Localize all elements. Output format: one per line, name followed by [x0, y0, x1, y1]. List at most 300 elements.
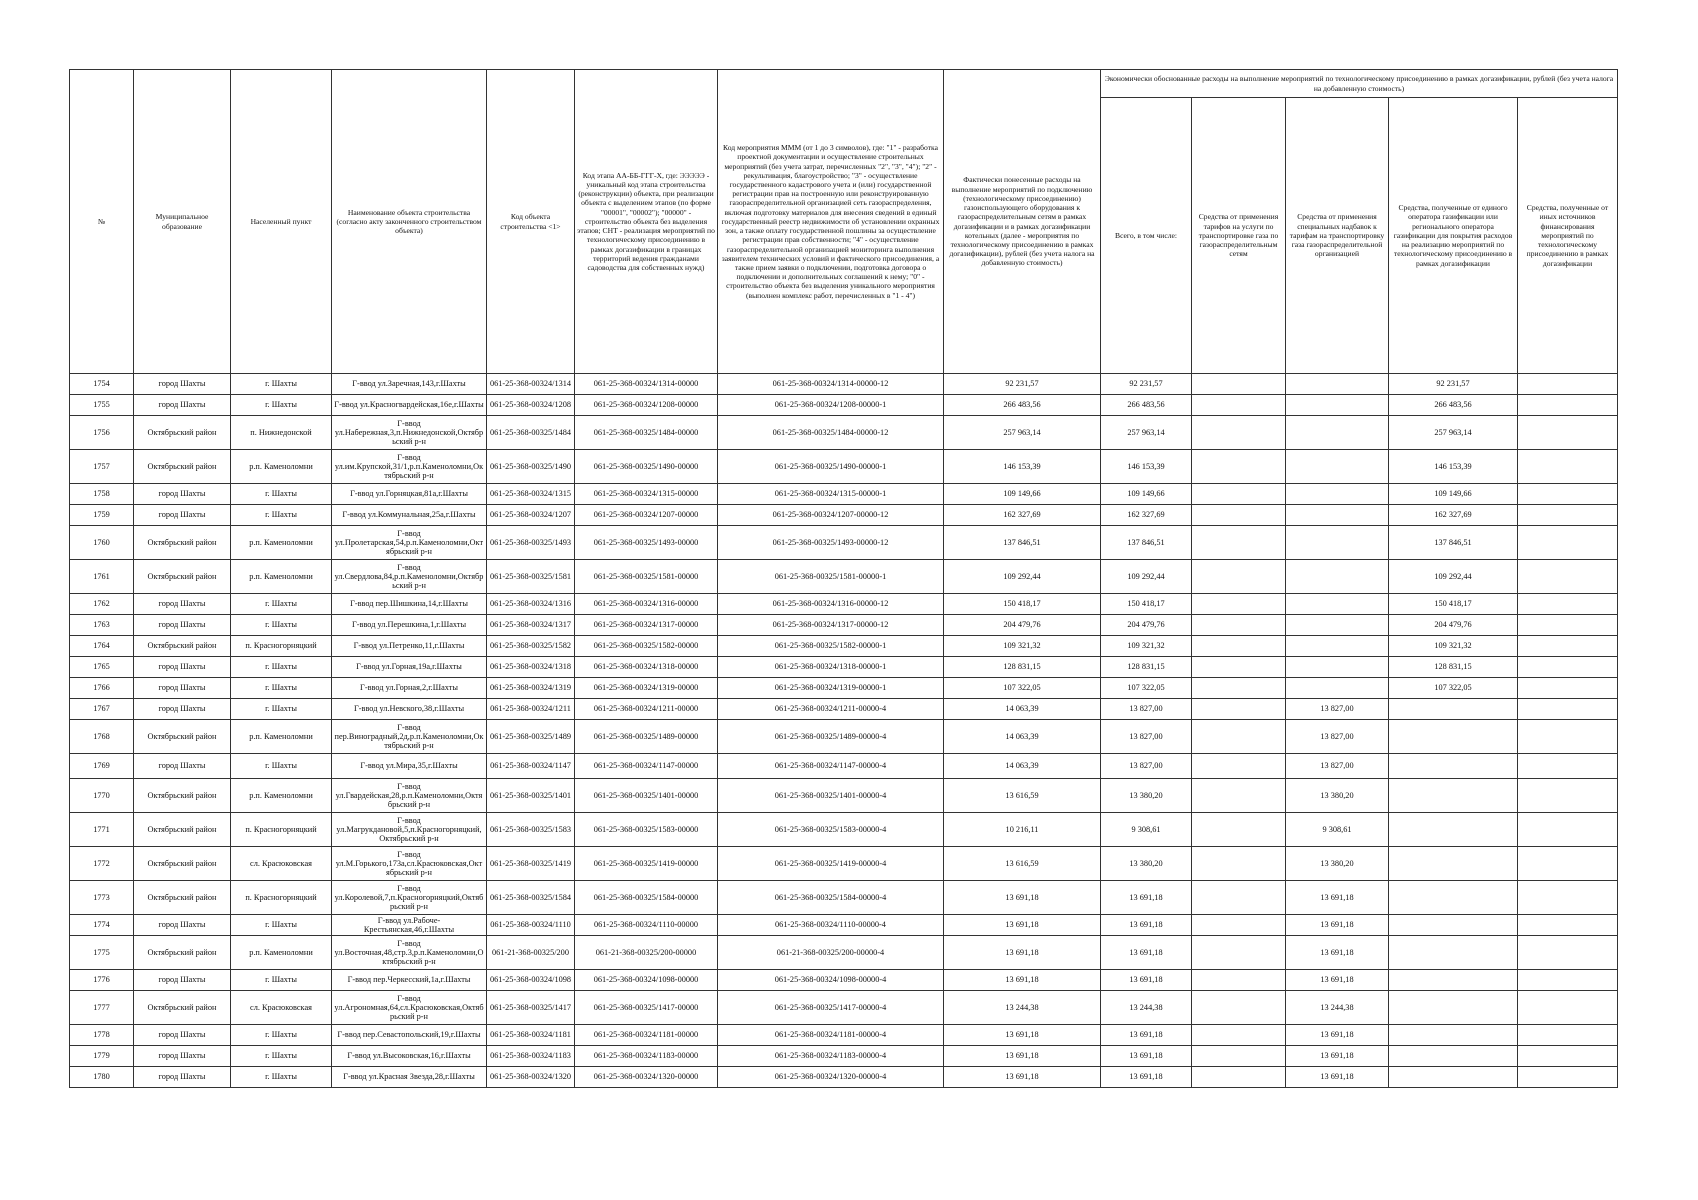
cell-municipality: город Шахты — [134, 615, 231, 636]
cell-object-name: Г-ввод ул.Гвардейская,28,р.п.Каменоломни,Октябрьский р-н — [332, 779, 487, 813]
cell-surcharge-funds: 13 827,00 — [1286, 720, 1389, 754]
cell-municipality: Октябрьский район — [134, 813, 231, 847]
cell-stage-code: 061-25-368-00324/1211-00000 — [575, 699, 718, 720]
cell-object-name: Г-ввод ул.Восточная,48,стр.3,р.п.Каменоломни,Октябрьский р-н — [332, 936, 487, 970]
cell-event-code: 061-21-368-00325/200-00000-4 — [718, 936, 944, 970]
cell-object-code: 061-25-368-00324/1207 — [487, 505, 575, 526]
cell-object-name: Г-ввод ул.Королевой,7,п.Красногорняцкий,Октябрьский р-н — [332, 881, 487, 915]
cell-total: 13 691,18 — [1101, 1046, 1192, 1067]
cell-event-code: 061-25-368-00324/1319-00000-1 — [718, 678, 944, 699]
cell-object-code: 061-25-368-00324/1211 — [487, 699, 575, 720]
cell-other-funds — [1518, 970, 1618, 991]
cell-stage-code: 061-25-368-00324/1314-00000 — [575, 374, 718, 395]
cell-surcharge-funds: 13 380,20 — [1286, 847, 1389, 881]
cell-municipality: город Шахты — [134, 915, 231, 936]
cell-regional-operator-funds: 150 418,17 — [1389, 594, 1518, 615]
header-other-funds: Средства, полученные от иных источников финансирования мероприятий по технологическому присоединению в рамках догазификации — [1518, 98, 1618, 374]
cell-tariff-funds — [1192, 678, 1286, 699]
header-justified-costs-group: Экономически обоснованные расходы на выполнение мероприятий по технологическому присоединению в рамках догазификации, рублей (без учета налога на добавленную стоимость) — [1101, 70, 1618, 98]
cell-actual-costs: 92 231,57 — [944, 374, 1101, 395]
cell-actual-costs: 14 063,39 — [944, 754, 1101, 779]
document-sheet — [69, 69, 1617, 1088]
table-row — [70, 615, 1618, 636]
table-row — [70, 813, 1618, 847]
cell-object-name: Г-ввод пер.Шишкина,14,г.Шахты — [332, 594, 487, 615]
cell-object-name: Г-ввод ул.Горная,19а,г.Шахты — [332, 657, 487, 678]
cell-regional-operator-funds — [1389, 991, 1518, 1025]
cell-actual-costs: 14 063,39 — [944, 720, 1101, 754]
cell-other-funds — [1518, 450, 1618, 484]
cell-regional-operator-funds — [1389, 970, 1518, 991]
cell-locality: р.п. Каменоломни — [231, 779, 332, 813]
cell-object-code: 061-25-368-00324/1318 — [487, 657, 575, 678]
cell-object-name: Г-ввод ул.Рабоче-Крестьянская,46,г.Шахты — [332, 915, 487, 936]
cell-tariff-funds — [1192, 484, 1286, 505]
cell-event-code: 061-25-368-00324/1318-00000-1 — [718, 657, 944, 678]
cell-row-number: 1759 — [70, 505, 134, 526]
cell-total: 146 153,39 — [1101, 450, 1192, 484]
cell-actual-costs: 146 153,39 — [944, 450, 1101, 484]
cell-tariff-funds — [1192, 416, 1286, 450]
cell-regional-operator-funds: 109 149,66 — [1389, 484, 1518, 505]
cell-total: 162 327,69 — [1101, 505, 1192, 526]
cell-tariff-funds — [1192, 847, 1286, 881]
cell-municipality: Октябрьский район — [134, 936, 231, 970]
cell-stage-code: 061-25-368-00324/1181-00000 — [575, 1025, 718, 1046]
cell-total: 9 308,61 — [1101, 813, 1192, 847]
cell-object-code: 061-25-368-00325/1417 — [487, 991, 575, 1025]
cell-other-funds — [1518, 678, 1618, 699]
cell-surcharge-funds: 13 244,38 — [1286, 991, 1389, 1025]
cell-event-code: 061-25-368-00325/1401-00000-4 — [718, 779, 944, 813]
cell-actual-costs: 13 691,18 — [944, 915, 1101, 936]
cell-locality: сл. Красюковская — [231, 847, 332, 881]
cell-total: 13 827,00 — [1101, 754, 1192, 779]
cell-tariff-funds — [1192, 450, 1286, 484]
cell-tariff-funds — [1192, 1025, 1286, 1046]
cell-regional-operator-funds — [1389, 1046, 1518, 1067]
cell-total: 13 380,20 — [1101, 779, 1192, 813]
cell-object-name: Г-ввод ул.Красная Звезда,28,г.Шахты — [332, 1067, 487, 1088]
table-row — [70, 1046, 1618, 1067]
cell-object-name: Г-ввод ул.Свердлова,84,р.п.Каменоломни,Октябрьский р-н — [332, 560, 487, 594]
cell-row-number: 1773 — [70, 881, 134, 915]
cell-other-funds — [1518, 560, 1618, 594]
cell-object-name: Г-ввод пер.Севастопольский,19,г.Шахты — [332, 1025, 487, 1046]
cell-row-number: 1757 — [70, 450, 134, 484]
cell-object-name: Г-ввод ул.Невского,38,г.Шахты — [332, 699, 487, 720]
cell-municipality: город Шахты — [134, 1067, 231, 1088]
cell-municipality: город Шахты — [134, 1046, 231, 1067]
table-row — [70, 560, 1618, 594]
cell-event-code: 061-25-368-00324/1183-00000-4 — [718, 1046, 944, 1067]
cell-actual-costs: 13 691,18 — [944, 881, 1101, 915]
cell-stage-code: 061-25-368-00325/1583-00000 — [575, 813, 718, 847]
table-row — [70, 657, 1618, 678]
table-row — [70, 991, 1618, 1025]
cell-other-funds — [1518, 505, 1618, 526]
cell-surcharge-funds: 13 691,18 — [1286, 936, 1389, 970]
header-regional-operator-funds: Средства, полученные от единого оператора газификации или регионального оператора газификации для покрытия расходов на реализацию мероприятий по технологическому присоединению в рамках догазификации — [1389, 98, 1518, 374]
cell-event-code: 061-25-368-00325/1493-00000-12 — [718, 526, 944, 560]
cell-row-number: 1764 — [70, 636, 134, 657]
cell-stage-code: 061-25-368-00324/1110-00000 — [575, 915, 718, 936]
cell-regional-operator-funds: 92 231,57 — [1389, 374, 1518, 395]
cell-surcharge-funds: 13 827,00 — [1286, 754, 1389, 779]
cell-object-name: Г-ввод ул.М.Горького,173а,сл.Красюковская,Октябрьский р-н — [332, 847, 487, 881]
cell-surcharge-funds: 13 691,18 — [1286, 970, 1389, 991]
cell-actual-costs: 13 691,18 — [944, 1025, 1101, 1046]
cell-surcharge-funds — [1286, 657, 1389, 678]
cell-tariff-funds — [1192, 881, 1286, 915]
cell-stage-code: 061-25-368-00324/1208-00000 — [575, 395, 718, 416]
table-row — [70, 678, 1618, 699]
cell-municipality: Октябрьский район — [134, 991, 231, 1025]
cell-tariff-funds — [1192, 699, 1286, 720]
cell-regional-operator-funds — [1389, 881, 1518, 915]
cell-regional-operator-funds: 109 292,44 — [1389, 560, 1518, 594]
cell-row-number: 1779 — [70, 1046, 134, 1067]
cell-locality: г. Шахты — [231, 657, 332, 678]
cell-municipality: Октябрьский район — [134, 416, 231, 450]
cell-stage-code: 061-25-368-00324/1315-00000 — [575, 484, 718, 505]
cell-surcharge-funds: 13 691,18 — [1286, 1046, 1389, 1067]
cell-other-funds — [1518, 374, 1618, 395]
cell-tariff-funds — [1192, 1046, 1286, 1067]
cell-municipality: Октябрьский район — [134, 450, 231, 484]
cell-object-code: 061-25-368-00325/1489 — [487, 720, 575, 754]
cell-object-name: Г-ввод ул.Агрономная,64,сл.Красюковская,Октябрьский р-н — [332, 991, 487, 1025]
cell-actual-costs: 13 691,18 — [944, 1046, 1101, 1067]
cell-tariff-funds — [1192, 636, 1286, 657]
cell-surcharge-funds — [1286, 560, 1389, 594]
cell-event-code: 061-25-368-00325/1484-00000-12 — [718, 416, 944, 450]
cell-stage-code: 061-25-368-00324/1316-00000 — [575, 594, 718, 615]
cell-event-code: 061-25-368-00325/1581-00000-1 — [718, 560, 944, 594]
cell-actual-costs: 13 691,18 — [944, 1067, 1101, 1088]
table-row — [70, 754, 1618, 779]
cell-regional-operator-funds: 146 153,39 — [1389, 450, 1518, 484]
cell-event-code: 061-25-368-00324/1181-00000-4 — [718, 1025, 944, 1046]
cell-row-number: 1775 — [70, 936, 134, 970]
cell-object-code: 061-25-368-00325/1401 — [487, 779, 575, 813]
cell-total: 13 691,18 — [1101, 915, 1192, 936]
cell-object-code: 061-25-368-00325/1582 — [487, 636, 575, 657]
cell-actual-costs: 109 292,44 — [944, 560, 1101, 594]
cell-other-funds — [1518, 991, 1618, 1025]
cell-total: 137 846,51 — [1101, 526, 1192, 560]
cell-row-number: 1772 — [70, 847, 134, 881]
cell-object-code: 061-25-368-00325/1419 — [487, 847, 575, 881]
cell-other-funds — [1518, 754, 1618, 779]
cell-row-number: 1777 — [70, 991, 134, 1025]
cell-regional-operator-funds — [1389, 1025, 1518, 1046]
cell-locality: г. Шахты — [231, 505, 332, 526]
cell-actual-costs: 162 327,69 — [944, 505, 1101, 526]
cell-stage-code: 061-25-368-00325/1417-00000 — [575, 991, 718, 1025]
cell-actual-costs: 128 831,15 — [944, 657, 1101, 678]
cell-surcharge-funds: 13 691,18 — [1286, 1067, 1389, 1088]
cell-locality: г. Шахты — [231, 678, 332, 699]
cell-object-name: Г-ввод ул.Коммунальная,25а,г.Шахты — [332, 505, 487, 526]
cell-object-name: Г-ввод ул.Горная,2,г.Шахты — [332, 678, 487, 699]
cell-locality: г. Шахты — [231, 594, 332, 615]
cell-other-funds — [1518, 594, 1618, 615]
cell-regional-operator-funds: 107 322,05 — [1389, 678, 1518, 699]
cell-other-funds — [1518, 615, 1618, 636]
cell-tariff-funds — [1192, 754, 1286, 779]
cell-regional-operator-funds — [1389, 813, 1518, 847]
cell-object-name: Г-ввод ул.Мира,35,г.Шахты — [332, 754, 487, 779]
cell-locality: п. Красногорняцкий — [231, 636, 332, 657]
cell-stage-code: 061-25-368-00325/1582-00000 — [575, 636, 718, 657]
cell-actual-costs: 13 616,59 — [944, 779, 1101, 813]
header-object-code: Код объекта строительства <1> — [487, 70, 575, 374]
header-stage-code: Код этапа АА-ББ-ГГГ-Х, где: ЭЭЭЭЭ - уникальный код этапа строительства (реконструкции) объекта, при реализации объекта с выделением этапов (по форме "00001", "00002"); "00000" - строительство объекта без выделения этапов; СНТ - реализация мероприятий по технологическому присоединению в рамках догазификации в границах территорий ведения гражданами садоводства для собственных нужд) — [575, 70, 718, 374]
table-row — [70, 636, 1618, 657]
cell-municipality: город Шахты — [134, 699, 231, 720]
cell-locality: п. Красногорняцкий — [231, 813, 332, 847]
table-row — [70, 374, 1618, 395]
table-row — [70, 484, 1618, 505]
cell-stage-code: 061-25-368-00324/1317-00000 — [575, 615, 718, 636]
cell-total: 257 963,14 — [1101, 416, 1192, 450]
cell-object-name: Г-ввод ул.Высоковская,16,г.Шахты — [332, 1046, 487, 1067]
cell-municipality: Октябрьский район — [134, 636, 231, 657]
cell-regional-operator-funds: 257 963,14 — [1389, 416, 1518, 450]
table-row — [70, 416, 1618, 450]
cell-total: 13 380,20 — [1101, 847, 1192, 881]
cell-row-number: 1755 — [70, 395, 134, 416]
cell-object-name: Г-ввод ул.Красногвардейская,16е,г.Шахты — [332, 395, 487, 416]
cell-total: 13 691,18 — [1101, 1067, 1192, 1088]
table-row — [70, 970, 1618, 991]
cell-locality: г. Шахты — [231, 699, 332, 720]
cell-regional-operator-funds — [1389, 699, 1518, 720]
cell-total: 150 418,17 — [1101, 594, 1192, 615]
cell-total: 109 321,32 — [1101, 636, 1192, 657]
cell-surcharge-funds — [1286, 505, 1389, 526]
cell-row-number: 1760 — [70, 526, 134, 560]
cell-regional-operator-funds — [1389, 1067, 1518, 1088]
cell-row-number: 1767 — [70, 699, 134, 720]
cell-row-number: 1766 — [70, 678, 134, 699]
table-row — [70, 699, 1618, 720]
cell-tariff-funds — [1192, 615, 1286, 636]
cell-row-number: 1776 — [70, 970, 134, 991]
table-row — [70, 1025, 1618, 1046]
cell-municipality: город Шахты — [134, 678, 231, 699]
cell-actual-costs: 14 063,39 — [944, 699, 1101, 720]
cell-tariff-funds — [1192, 395, 1286, 416]
cell-surcharge-funds: 13 691,18 — [1286, 881, 1389, 915]
cell-tariff-funds — [1192, 560, 1286, 594]
cell-tariff-funds — [1192, 813, 1286, 847]
cell-surcharge-funds — [1286, 395, 1389, 416]
table-row — [70, 450, 1618, 484]
cell-object-name: Г-ввод ул.им.Крупской,31/1,р.п.Каменоломни,Октябрьский р-н — [332, 450, 487, 484]
cell-surcharge-funds — [1286, 594, 1389, 615]
cell-surcharge-funds — [1286, 416, 1389, 450]
cell-regional-operator-funds: 137 846,51 — [1389, 526, 1518, 560]
cell-row-number: 1770 — [70, 779, 134, 813]
cell-other-funds — [1518, 699, 1618, 720]
table-row — [70, 779, 1618, 813]
header-total: Всего, в том числе: — [1101, 98, 1192, 374]
cell-actual-costs: 13 616,59 — [944, 847, 1101, 881]
cell-total: 13 691,18 — [1101, 881, 1192, 915]
cell-tariff-funds — [1192, 526, 1286, 560]
cell-row-number: 1774 — [70, 915, 134, 936]
cell-event-code: 061-25-368-00325/1584-00000-4 — [718, 881, 944, 915]
cell-locality: г. Шахты — [231, 970, 332, 991]
cell-total: 92 231,57 — [1101, 374, 1192, 395]
cell-object-code: 061-25-368-00325/1583 — [487, 813, 575, 847]
cell-total: 109 149,66 — [1101, 484, 1192, 505]
cell-object-code: 061-25-368-00324/1314 — [487, 374, 575, 395]
cell-regional-operator-funds — [1389, 936, 1518, 970]
cell-other-funds — [1518, 813, 1618, 847]
cell-municipality: Октябрьский район — [134, 720, 231, 754]
header-actual-costs: Фактически понесенные расходы на выполнение мероприятий по подключению (технологическому присоединению) газоиспользующего оборудования к газораспределительным сетям в рамках догазификации и в рамках догазификации котельных (далее - мероприятия по технологическому присоединению в рамках догазификации), рублей (без учета налога на добавленную стоимость) — [944, 70, 1101, 374]
cell-other-funds — [1518, 657, 1618, 678]
cell-total: 13 827,00 — [1101, 699, 1192, 720]
cell-other-funds — [1518, 1025, 1618, 1046]
cell-tariff-funds — [1192, 991, 1286, 1025]
header-municipality: Муниципальное образование — [134, 70, 231, 374]
cell-stage-code: 061-25-368-00325/1490-00000 — [575, 450, 718, 484]
cell-surcharge-funds: 13 827,00 — [1286, 699, 1389, 720]
cell-municipality: Октябрьский район — [134, 560, 231, 594]
cell-municipality: город Шахты — [134, 594, 231, 615]
cell-actual-costs: 266 483,56 — [944, 395, 1101, 416]
cell-event-code: 061-25-368-00324/1320-00000-4 — [718, 1067, 944, 1088]
cell-total: 128 831,15 — [1101, 657, 1192, 678]
cell-object-name: Г-ввод ул.Перешкина,1,г.Шахты — [332, 615, 487, 636]
cell-locality: г. Шахты — [231, 395, 332, 416]
cell-row-number: 1763 — [70, 615, 134, 636]
cell-object-code: 061-25-368-00324/1110 — [487, 915, 575, 936]
cell-object-name: Г-ввод ул.Заречная,143,г.Шахты — [332, 374, 487, 395]
cell-other-funds — [1518, 1046, 1618, 1067]
cell-stage-code: 061-25-368-00325/1419-00000 — [575, 847, 718, 881]
header-event-code: Код мероприятия ММM (от 1 до 3 символов), где: "1" - разработка проектной документации и осуществление строительных мероприятий (без учета затрат, перечисленных "2", "3", "4"); "2" - рекультивация, благоустройство; "3" - осуществление государственного кадастрового учета и (или) государственной регистрации прав на построенную или реконструированную газораспределительной организацией сеть газораспределения, включая подготовку материалов для внесения сведений в единый государственный реестр недвижимости об установлении охранных зон, а также оплату государственной пошлины за осуществление регистрации прав собственности; "4" - осуществление газораспределительной организацией мониторинга выполнения заявителем технических условий и фактического присоединения, а также прием заявки о подключении, подготовка договора о подключении и дополнительных соглашений к нему; "0" - строительство объекта без выделения уникального мероприятия (выполнен комплекс работ, перечисленных в "1 - 4") — [718, 70, 944, 374]
cell-object-code: 061-21-368-00325/200 — [487, 936, 575, 970]
cell-locality: г. Шахты — [231, 915, 332, 936]
cell-object-code: 061-25-368-00324/1317 — [487, 615, 575, 636]
cell-municipality: город Шахты — [134, 505, 231, 526]
cell-total: 13 827,00 — [1101, 720, 1192, 754]
cell-event-code: 061-25-368-00325/1582-00000-1 — [718, 636, 944, 657]
cell-event-code: 061-25-368-00324/1315-00000-1 — [718, 484, 944, 505]
cell-stage-code: 061-21-368-00325/200-00000 — [575, 936, 718, 970]
cell-other-funds — [1518, 779, 1618, 813]
cell-event-code: 061-25-368-00324/1316-00000-12 — [718, 594, 944, 615]
cell-regional-operator-funds: 204 479,76 — [1389, 615, 1518, 636]
cell-total: 109 292,44 — [1101, 560, 1192, 594]
cell-object-code: 061-25-368-00324/1319 — [487, 678, 575, 699]
table-header — [70, 70, 1618, 374]
cell-stage-code: 061-25-368-00324/1183-00000 — [575, 1046, 718, 1067]
cell-actual-costs: 10 216,11 — [944, 813, 1101, 847]
cell-object-code: 061-25-368-00324/1320 — [487, 1067, 575, 1088]
cell-tariff-funds — [1192, 374, 1286, 395]
cell-event-code: 061-25-368-00325/1489-00000-4 — [718, 720, 944, 754]
cell-row-number: 1754 — [70, 374, 134, 395]
cell-stage-code: 061-25-368-00325/1484-00000 — [575, 416, 718, 450]
table-row — [70, 395, 1618, 416]
cell-row-number: 1756 — [70, 416, 134, 450]
cell-total: 13 691,18 — [1101, 1025, 1192, 1046]
cell-event-code: 061-25-368-00324/1207-00000-12 — [718, 505, 944, 526]
header-locality: Населенный пункт — [231, 70, 332, 374]
header-surcharge-funds: Средства от применения специальных надбавок к тарифам на транспортировку газа газораспределительной организацией — [1286, 98, 1389, 374]
cell-tariff-funds — [1192, 1067, 1286, 1088]
cell-locality: р.п. Каменоломни — [231, 936, 332, 970]
cell-tariff-funds — [1192, 594, 1286, 615]
cell-tariff-funds — [1192, 936, 1286, 970]
cell-regional-operator-funds — [1389, 754, 1518, 779]
cell-row-number: 1771 — [70, 813, 134, 847]
cell-municipality: Октябрьский район — [134, 526, 231, 560]
table-row — [70, 881, 1618, 915]
cell-municipality: город Шахты — [134, 754, 231, 779]
cell-stage-code: 061-25-368-00325/1584-00000 — [575, 881, 718, 915]
cell-object-code: 061-25-368-00325/1581 — [487, 560, 575, 594]
cell-object-name: Г-ввод ул.Набережная,3,п.Нижнедонской,Октябрьский р-н — [332, 416, 487, 450]
cell-regional-operator-funds — [1389, 915, 1518, 936]
cell-surcharge-funds — [1286, 374, 1389, 395]
cell-municipality: город Шахты — [134, 395, 231, 416]
cell-municipality: город Шахты — [134, 657, 231, 678]
cell-surcharge-funds — [1286, 636, 1389, 657]
cell-tariff-funds — [1192, 915, 1286, 936]
cell-tariff-funds — [1192, 720, 1286, 754]
cell-municipality: Октябрьский район — [134, 779, 231, 813]
cell-row-number: 1765 — [70, 657, 134, 678]
cell-surcharge-funds: 13 691,18 — [1286, 915, 1389, 936]
cell-event-code: 061-25-368-00324/1314-00000-12 — [718, 374, 944, 395]
cell-object-name: Г-ввод ул.Пролетарская,54,р.п.Каменоломни,Октябрьский р-н — [332, 526, 487, 560]
cell-other-funds — [1518, 936, 1618, 970]
cell-regional-operator-funds: 162 327,69 — [1389, 505, 1518, 526]
cell-actual-costs: 13 691,18 — [944, 936, 1101, 970]
cell-total: 266 483,56 — [1101, 395, 1192, 416]
cell-total: 13 691,18 — [1101, 936, 1192, 970]
cell-object-name: Г-ввод пер.Черкесский,1а,г.Шахты — [332, 970, 487, 991]
cell-actual-costs: 257 963,14 — [944, 416, 1101, 450]
gasification-costs-table — [69, 69, 1618, 1088]
cell-surcharge-funds: 13 691,18 — [1286, 1025, 1389, 1046]
cell-regional-operator-funds — [1389, 779, 1518, 813]
cell-other-funds — [1518, 526, 1618, 560]
cell-total: 107 322,05 — [1101, 678, 1192, 699]
cell-total: 204 479,76 — [1101, 615, 1192, 636]
cell-object-name: Г-ввод ул.Петренко,11,г.Шахты — [332, 636, 487, 657]
cell-locality: п. Нижнедонской — [231, 416, 332, 450]
table-row — [70, 936, 1618, 970]
cell-object-code: 061-25-368-00324/1181 — [487, 1025, 575, 1046]
header-tariff-funds: Средства от применения тарифов на услуги по транспортировке газа по газораспределительным сетям — [1192, 98, 1286, 374]
cell-locality: р.п. Каменоломни — [231, 560, 332, 594]
cell-municipality: Октябрьский район — [134, 847, 231, 881]
cell-regional-operator-funds: 266 483,56 — [1389, 395, 1518, 416]
cell-regional-operator-funds: 128 831,15 — [1389, 657, 1518, 678]
cell-locality: п. Красногорняцкий — [231, 881, 332, 915]
cell-locality: р.п. Каменоломни — [231, 450, 332, 484]
cell-locality: г. Шахты — [231, 1067, 332, 1088]
cell-surcharge-funds — [1286, 615, 1389, 636]
